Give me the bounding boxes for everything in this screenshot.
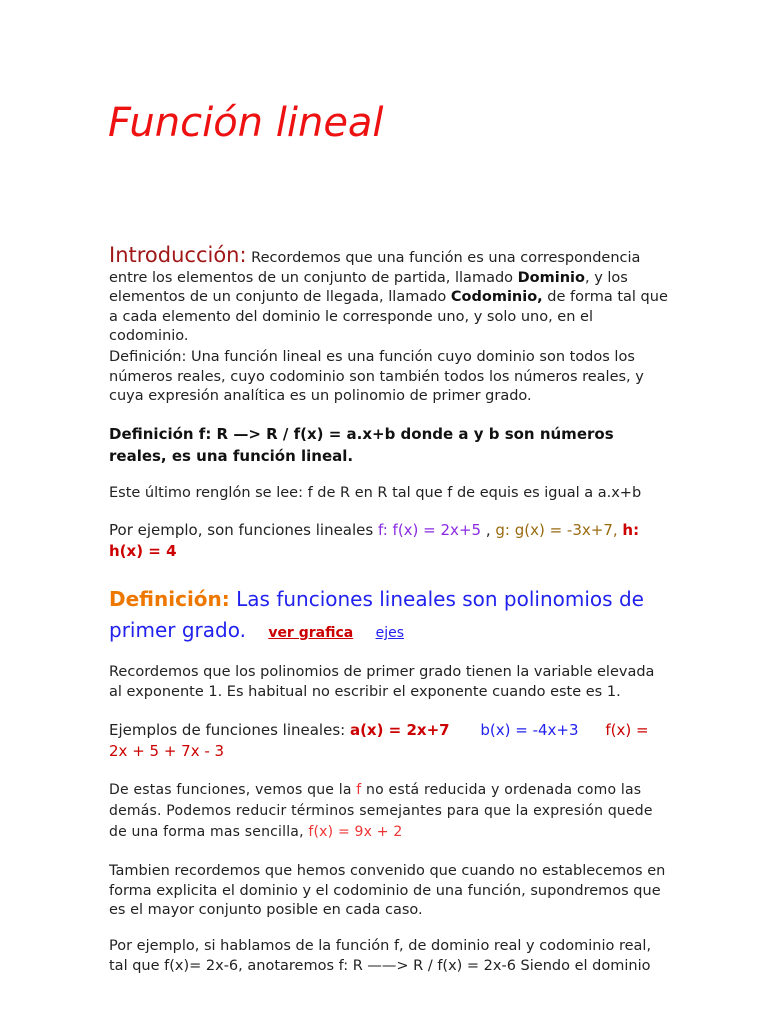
codominio-term: Codominio, (450, 289, 543, 305)
final-example-paragraph: Por ejemplo, si hablamos de la función f, de dominio real y codominio real, tal que f(x)= 2x-6, anotaremos f: R ——> R / f(x) = 2x-6 Siendo el dominio (109, 938, 652, 974)
reading-paragraph: Este último renglón se lee: f de R en R tal que f de equis es igual a a.x+b (109, 485, 642, 501)
intro-text-3: de forma tal que a cada elemento del dominio le corresponde uno, y solo uno, en el codominio. (109, 289, 668, 344)
intro-paragraph (109, 243, 669, 347)
intro-text-1: Recordemos que una función es una correspondencia entre los elementos de un conjunto de partida, llamado (109, 250, 641, 286)
examples2-paragraph (109, 720, 669, 762)
polynomial-definition (109, 584, 669, 649)
example-f: f: f(x) = 2x+5 (377, 521, 482, 539)
reduced-paragraph (109, 780, 669, 843)
intro-text-2: , y los elementos de un conjunto de llegada, llamado (109, 269, 628, 305)
polynomials-paragraph: Recordemos que los polinomios de primer grado tienen la variable elevada al exponente 1. Es habitual no escribir el exponente cuando este es 1. (109, 664, 655, 700)
examples-paragraph (109, 520, 669, 562)
ejes-link[interactable]: ejes (375, 625, 404, 641)
example-b: b(x) = -4x+3 (480, 721, 579, 739)
intro-heading: Introducción: (109, 243, 247, 267)
reduced-expression: f(x) = 9x + 2 (308, 824, 403, 840)
convention-paragraph: Tambien recordemos que hemos convenido que cuando no establecemos en forma explicita el dominio y el codominio de una función, supondremos que es el mayor conjunto posible en cada caso. (109, 863, 666, 918)
page-title: Función lineal (108, 100, 384, 146)
examples2-lead: Ejemplos de funciones lineales: (109, 721, 350, 739)
reduced-text-1: De estas funciones, vemos que la (109, 782, 357, 798)
ver-grafica-link[interactable]: ver grafica (268, 625, 354, 641)
reduced-f: f (356, 782, 362, 798)
examples-lead: Por ejemplo, son funciones lineales (109, 521, 378, 539)
example-a: a(x) = 2x+7 (349, 721, 450, 739)
definition-label: Definición: (109, 587, 230, 611)
example-f2: f(x) = 2x + 5 + 7x - 3 (109, 721, 649, 760)
reduced-text-2: no está reducida y ordenada como las demás. Podemos reducir términos semejantes para que la expresión quede de una forma mas sencilla, (109, 782, 653, 840)
example-h: h: h(x) = 4 (109, 521, 640, 560)
formal-definition: Definición f: R —> R / f(x) = a.x+b donde a y b son números reales, es una función lineal. (109, 425, 614, 465)
definition-paragraph: Definición: Una función lineal es una función cuyo dominio son todos los números reales, cuyo codominio son también todos los números reales, y cuya expresión analítica es un polinomio de primer grado. (109, 349, 644, 404)
definition-text: Las funciones lineales son polinomios de primer grado. (109, 587, 644, 642)
examples-sep-1: , (481, 521, 496, 539)
example-g: g: g(x) = -3x+7, (495, 521, 618, 539)
dominio-term: Dominio (517, 269, 585, 286)
